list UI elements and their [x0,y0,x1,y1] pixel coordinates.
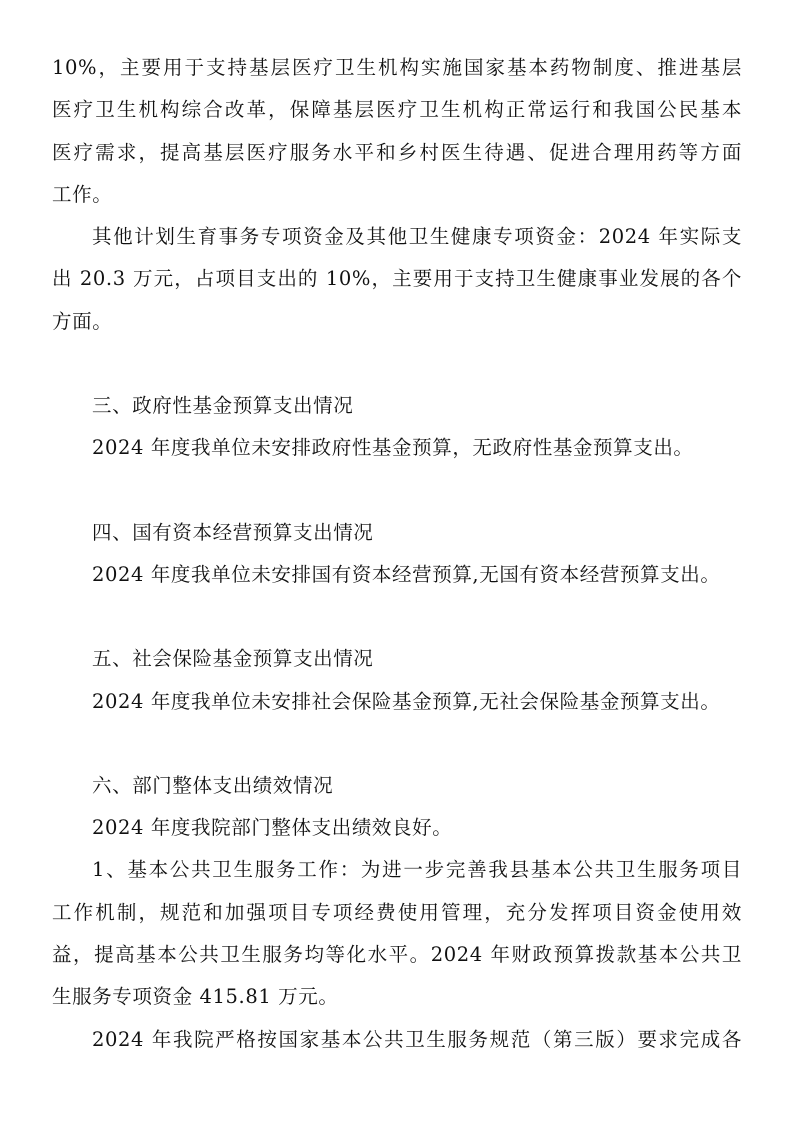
text-line: 出 20.3 万元，占项目支出的 10%，主要用于支持卫生健康事业发展的各个 [52,267,742,291]
section-heading-government-fund: 三、政府性基金预算支出情况 [92,394,354,418]
text-line: 其他计划生育事务专项资金及其他卫生健康专项资金：2024 年实际支 [92,225,742,249]
section-heading-performance: 六、部门整体支出绩效情况 [92,773,334,797]
spacer [52,596,742,638]
section-text-performance: 2024 年度我院部门整体支出绩效良好。 [92,816,453,840]
spacer [52,470,742,512]
text-line: 医疗卫生机构综合改革，保障基层医疗卫生机构正常运行和我国公民基本 [52,98,742,122]
text-line: 生服务专项资金 415.81 万元。 [52,985,339,1009]
text-line: 2024 年我院严格按国家基本公共卫生服务规范（第三版）要求完成各 [92,1027,742,1051]
document-page [52,47,742,1061]
section-heading-state-capital: 四、国有资本经营预算支出情况 [92,520,374,544]
paragraph-service-standards [52,1019,742,1061]
text-line: 1、基本公共卫生服务工作：为进一步完善我县基本公共卫生服务项目 [92,858,742,882]
paragraph-basic-drugs [52,47,742,216]
section-text-government-fund: 2024 年度我单位未安排政府性基金预算，无政府性基金预算支出。 [92,436,694,460]
text-line: 工作机制，规范和加强项目专项经费使用管理，充分发挥项目资金使用效 [52,900,742,924]
text-line: 方面。 [52,309,113,333]
paragraph-family-planning-funds [52,216,742,343]
section-heading-social-insurance: 五、社会保险基金预算支出情况 [92,647,374,671]
text-line: 益，提高基本公共卫生服务均等化水平。2024 年财政预算拨款基本公共卫 [52,943,742,967]
spacer [52,343,742,385]
text-line: 医疗需求，提高基层医疗服务水平和乡村医生待遇、促进合理用药等方面 [52,140,742,164]
spacer [52,723,742,765]
text-line: 工作。 [52,182,113,206]
section-text-social-insurance: 2024 年度我单位未安排社会保险基金预算,无社会保险基金预算支出。 [92,689,721,713]
section-text-state-capital: 2024 年度我单位未安排国有资本经营预算,无国有资本经营预算支出。 [92,562,721,586]
paragraph-public-health-service [52,849,742,1018]
text-line: 10%，主要用于支持基层医疗卫生机构实施国家基本药物制度、推进基层 [52,56,742,79]
